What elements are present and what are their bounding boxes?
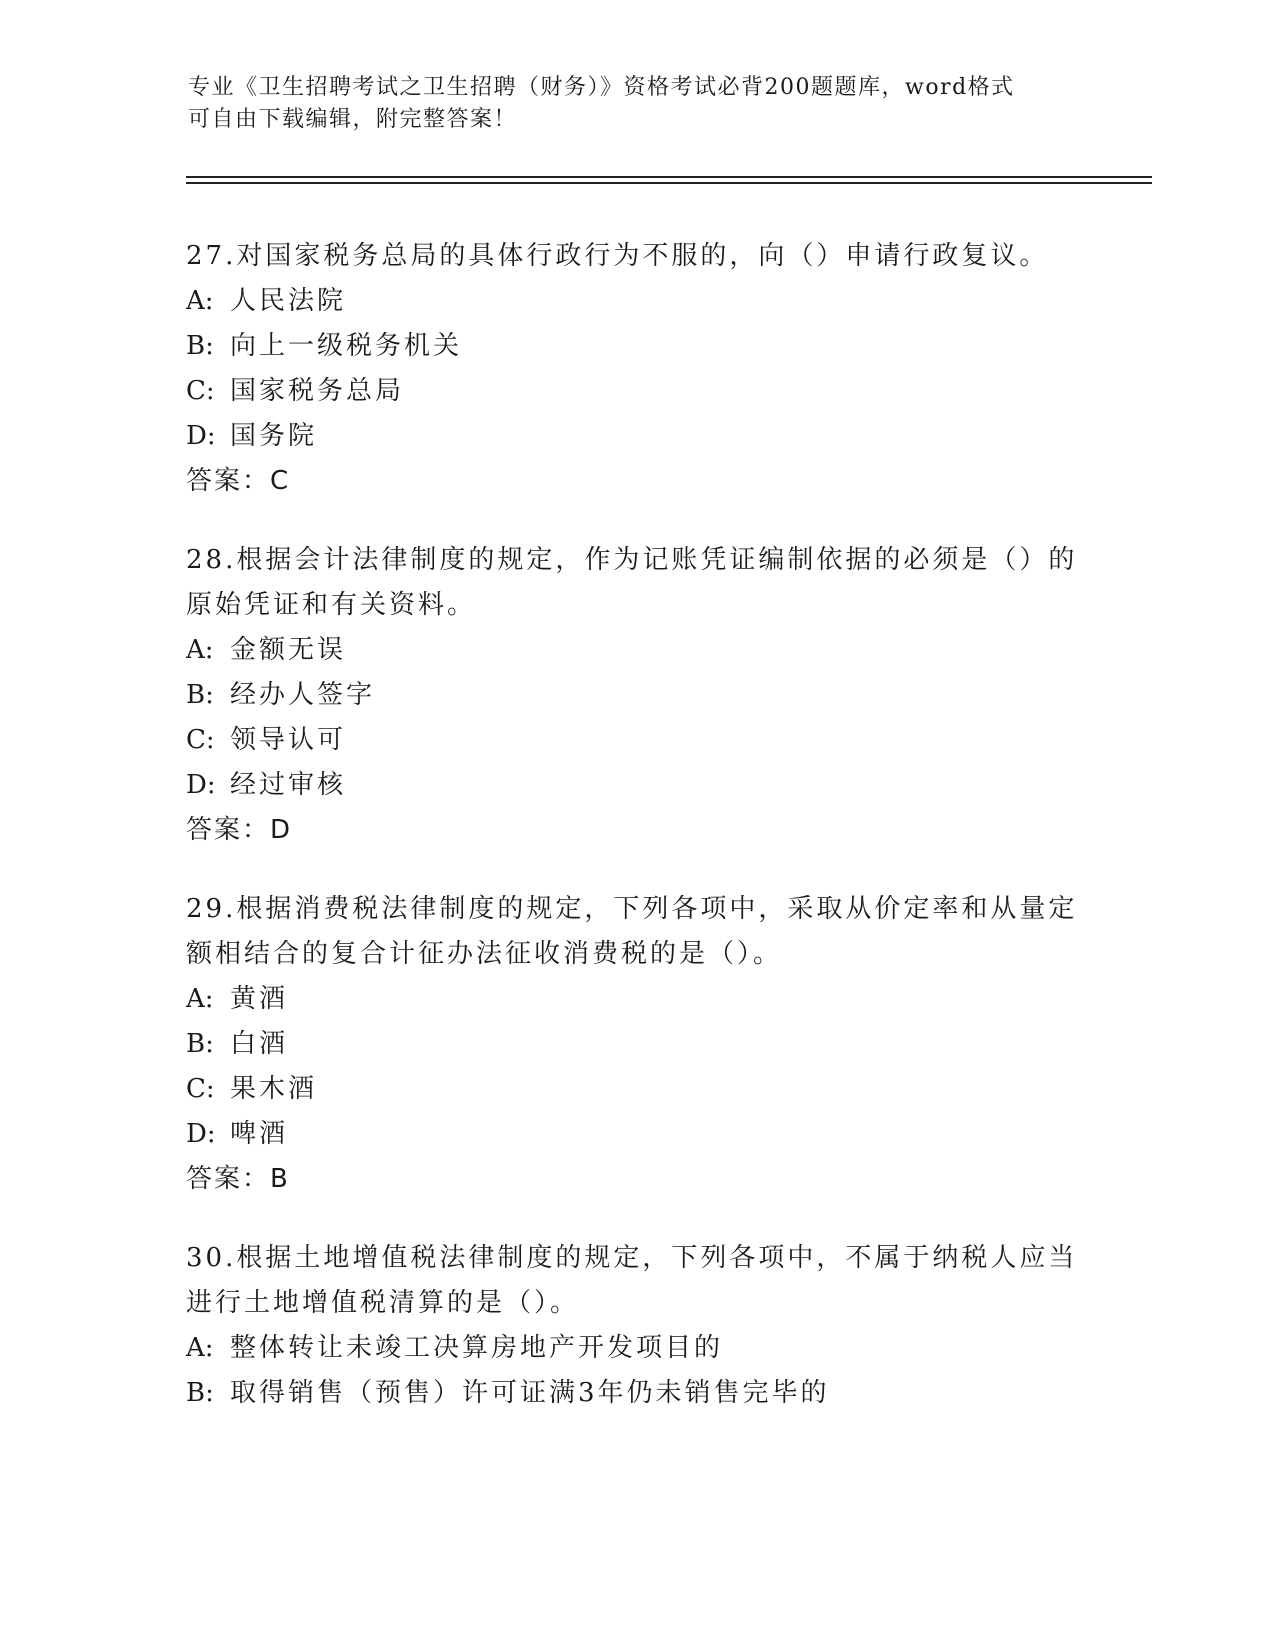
question-28	[186, 538, 1086, 853]
question-29	[186, 887, 1086, 1202]
header-line-2: 可自由下载编辑，附完整答案！	[188, 107, 518, 132]
option-text: 白酒	[230, 1029, 289, 1059]
option-key: A:	[186, 984, 214, 1014]
question-list	[186, 234, 1086, 1450]
option-b	[186, 1022, 1086, 1067]
option-text: 金额无误	[230, 635, 347, 665]
header-rule-top	[186, 176, 1152, 178]
option-key: B:	[186, 1378, 214, 1408]
question-stem: 28.根据会计法律制度的规定，作为记账凭证编制依据的必须是（）的原始凭证和有关资料。	[186, 545, 1078, 620]
question-27	[186, 234, 1086, 504]
option-d	[186, 1112, 1086, 1157]
option-text: 经办人签字	[230, 680, 376, 710]
question-stem: 29.根据消费税法律制度的规定，下列各项中，采取从价定率和从量定额相结合的复合计征办法征收消费税的是（）。	[186, 894, 1078, 969]
option-text: 黄酒	[230, 984, 289, 1014]
option-text: 国家税务总局	[230, 376, 405, 406]
option-text: 果木酒	[230, 1074, 318, 1104]
option-c	[186, 1067, 1086, 1112]
question-stem: 30.根据土地增值税法律制度的规定，下列各项中，不属于纳税人应当进行土地增值税清算的是（）。	[186, 1243, 1078, 1318]
option-text: 领导认可	[230, 725, 347, 755]
option-text: 向上一级税务机关	[230, 331, 463, 361]
option-key: A:	[186, 635, 214, 665]
option-text: 整体转让未竣工决算房地产开发项目的	[230, 1333, 724, 1363]
answer-line: 答案：C	[186, 466, 291, 496]
option-b	[186, 673, 1086, 718]
option-key: C:	[186, 725, 215, 755]
document-header	[188, 72, 1068, 136]
option-a	[186, 977, 1086, 1022]
option-key: D:	[186, 770, 216, 800]
option-a	[186, 279, 1086, 324]
option-key: B:	[186, 680, 214, 710]
option-text: 国务院	[230, 421, 318, 451]
option-a	[186, 1326, 1086, 1371]
option-c	[186, 718, 1086, 763]
option-text: 人民法院	[230, 286, 347, 316]
header-line-1: 专业《卫生招聘考试之卫生招聘（财务）》资格考试必背200题题库，word格式	[188, 75, 1015, 100]
option-b	[186, 1371, 1086, 1416]
option-text: 啤酒	[230, 1119, 289, 1149]
answer-line: 答案：D	[186, 815, 293, 845]
question-30	[186, 1236, 1086, 1416]
option-c	[186, 369, 1086, 414]
option-key: B:	[186, 331, 214, 361]
option-text: 经过审核	[230, 770, 347, 800]
option-key: C:	[186, 376, 215, 406]
option-key: D:	[186, 421, 216, 451]
option-key: C:	[186, 1074, 215, 1104]
option-key: A:	[186, 1333, 214, 1363]
option-text: 取得销售（预售）许可证满3年仍未销售完毕的	[230, 1378, 830, 1408]
option-a	[186, 628, 1086, 673]
option-key: B:	[186, 1029, 214, 1059]
option-d	[186, 414, 1086, 459]
option-key: D:	[186, 1119, 216, 1149]
header-rule-bottom	[186, 182, 1152, 184]
answer-line: 答案：B	[186, 1164, 290, 1194]
option-b	[186, 324, 1086, 369]
option-d	[186, 763, 1086, 808]
question-stem: 27.对国家税务总局的具体行政行为不服的，向（）申请行政复议。	[186, 241, 1049, 271]
option-key: A:	[186, 286, 214, 316]
